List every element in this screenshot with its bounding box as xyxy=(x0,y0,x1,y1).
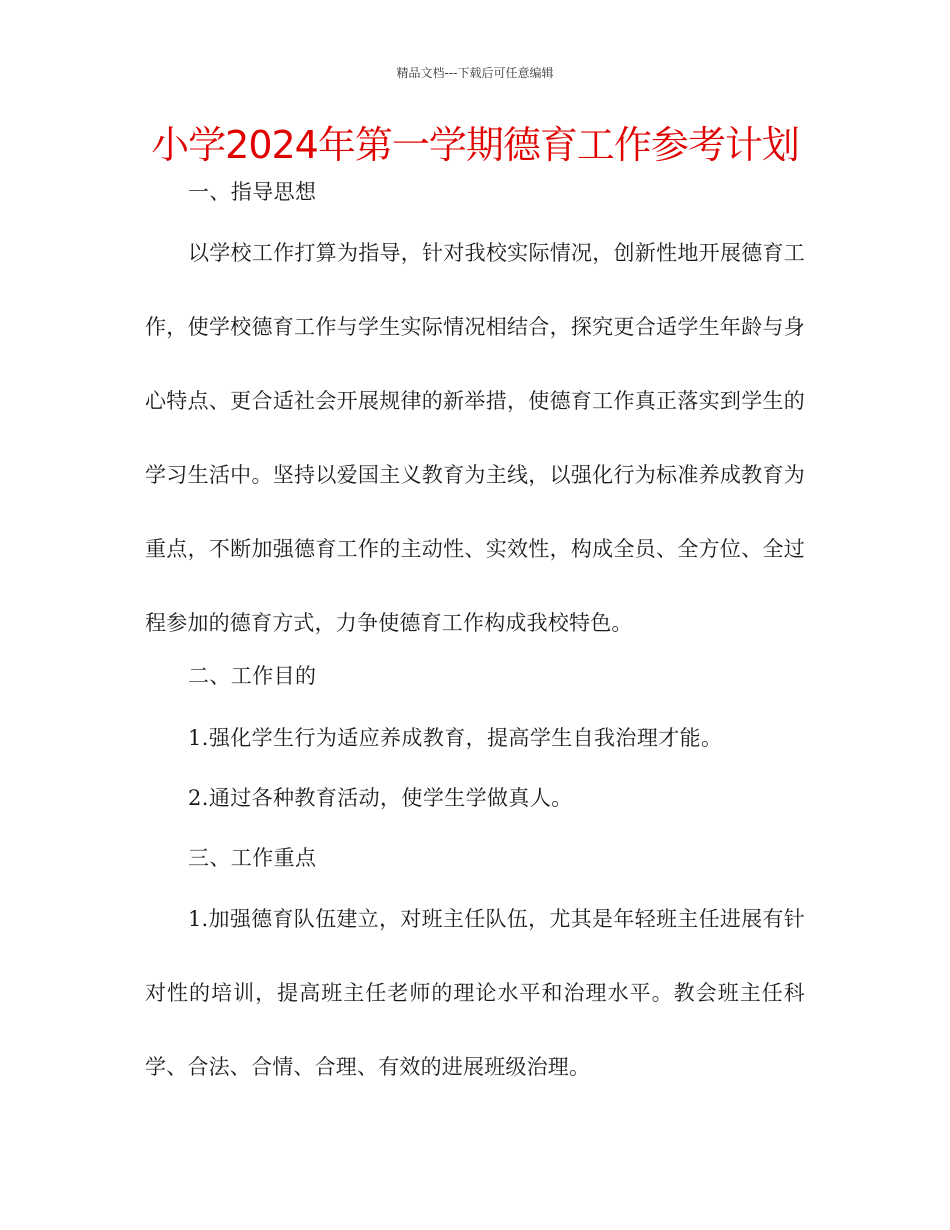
section-heading-work-goals: 二、工作目的 xyxy=(188,664,317,688)
list-item-goal-2: 2.通过各种教育活动，使学生学做真人。 xyxy=(188,786,573,810)
section-heading-work-focus: 三、工作重点 xyxy=(188,846,317,870)
document-header-note: 精品文档---下载后可任意编辑 xyxy=(396,66,554,80)
section-heading-guiding-ideology: 一、指导思想 xyxy=(188,180,317,204)
paragraph-work-focus-1: 1.加强德育队伍建立，对班主任队伍，尤其是年轻班主任进展有针对性的培训，提高班主任老师的理论水平和治理水平。教会班主任科学、合法、合情、合理、有效的进展班级治理。 xyxy=(145,907,805,1079)
paragraph-guiding-ideology: 以学校工作打算为指导，针对我校实际情况，创新性地开展德育工作，使学校德育工作与学生实际情况相结合，探究更合适学生年龄与身心特点、更合适社会开展规律的新举措，使德育工作真正落实到学生的学习生活中。坚持以爱国主义教育为主线，以强化行为标准养成教育为重点，不断加强德育工作的主动性、实效性，构成全员、全方位、全过程参加的德育方式，力争使德育工作构成我校特色。 xyxy=(145,241,805,635)
document-title: 小学2024年第一学期德育工作参考计划 xyxy=(151,123,799,167)
list-item-goal-1: 1.强化学生行为适应养成教育，提高学生自我治理才能。 xyxy=(188,726,723,750)
